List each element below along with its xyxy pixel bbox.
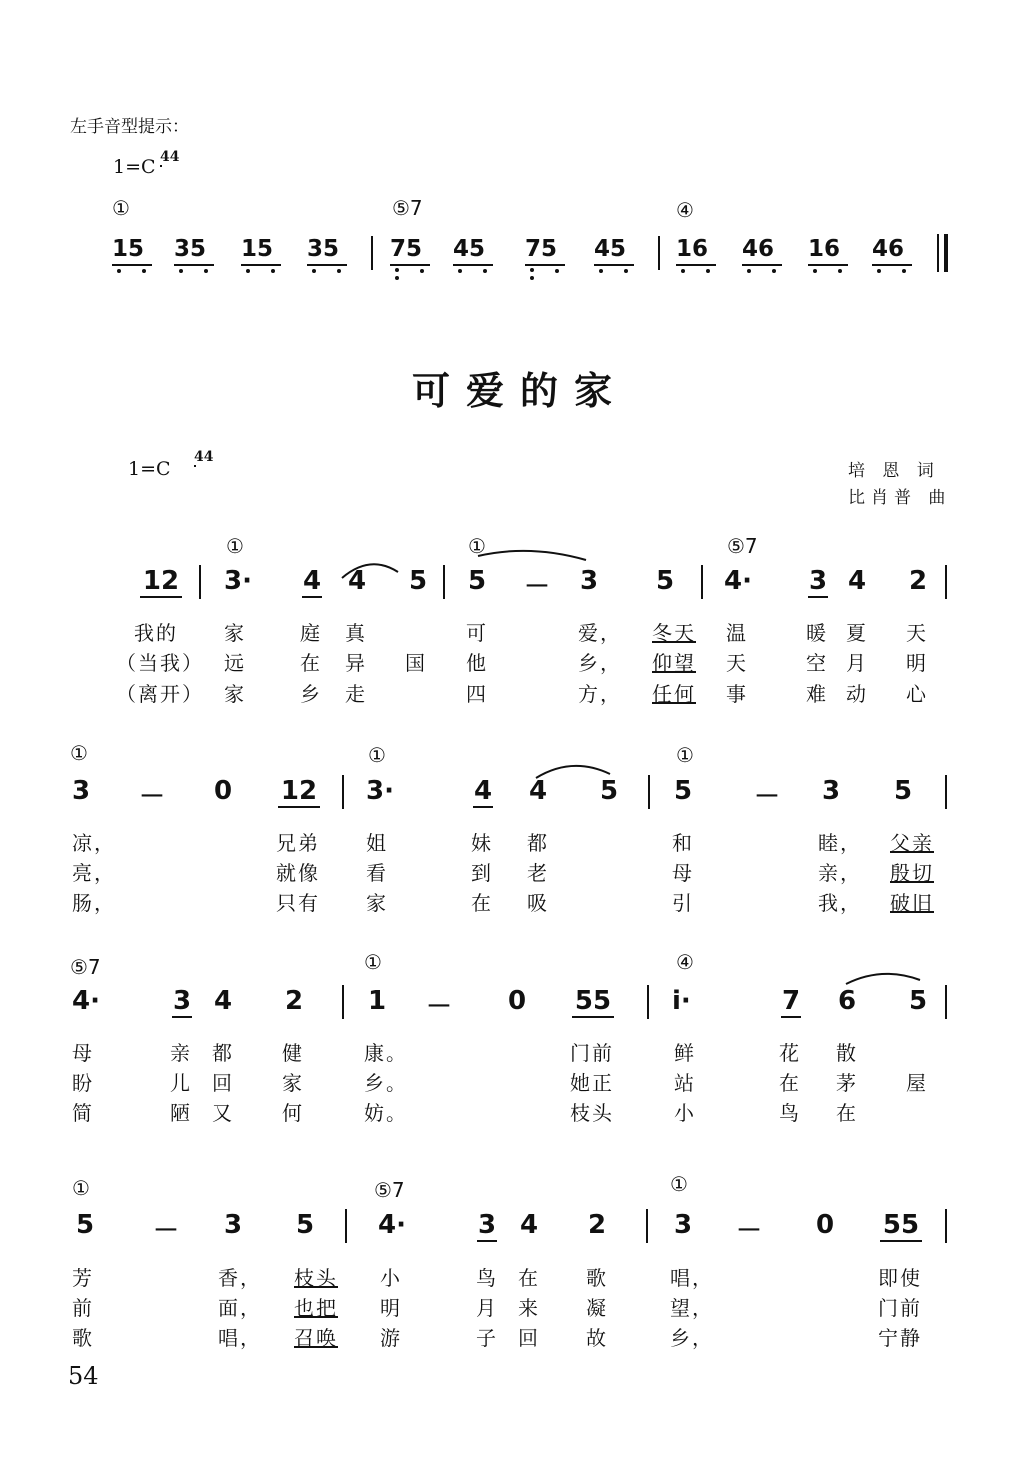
chord-symbol: ① [226,534,244,558]
note: － [152,1216,179,1246]
hint-group: 35 [174,236,207,262]
lyricist-credit: 培 恩 词 [848,461,940,481]
lyric: 凝 [586,1296,608,1320]
lyric: 任何 [652,682,696,706]
lyric: 就像 [276,861,320,885]
note-underline [140,596,182,598]
lyric: 小 [380,1266,402,1290]
note: 0 [213,776,233,806]
lyric: 仰望 [652,651,696,675]
lyric: 鲜 [674,1041,696,1065]
note: － [753,782,780,812]
hint-underline [742,264,782,266]
lyric: 散 [836,1041,858,1065]
lyric: 在 [836,1101,858,1125]
note-underline [781,1016,801,1018]
lyric: 乡。 [364,1071,408,1095]
low-octave-dot [142,269,146,273]
lyric: 家 [282,1071,304,1095]
chord-symbol: ⑤7 [727,534,758,558]
chord-symbol: ① [670,1172,688,1196]
note: 4 [347,566,367,596]
low-octave-dot [747,269,751,273]
lyric: 难 [806,682,828,706]
lyric: 夏 [846,621,868,645]
lyric: 面， [218,1296,262,1320]
note: 3 [821,776,841,806]
note-underline [278,806,320,808]
lyric: 家 [224,682,246,706]
lyric: 歌 [72,1326,94,1350]
lyric: 唱， [218,1326,262,1350]
note: 4· [72,986,100,1016]
note: 5 [893,776,913,806]
lyric: 家 [366,891,388,915]
lyric: 月 [846,651,868,675]
hint-underline [808,264,848,266]
hint-group: 46 [742,236,775,262]
lyric: 事 [726,682,748,706]
barline [199,565,201,599]
chord-symbol: ⑤7 [70,955,101,979]
note: 2 [908,566,928,596]
lyric: 远 [224,651,246,675]
lyric: 天 [726,651,748,675]
lyric: 鸟 [476,1266,498,1290]
lyric: 故 [586,1326,608,1350]
lyric: 到 [471,861,493,885]
lyric: 冬天 [652,621,696,645]
low-octave-dot [681,269,685,273]
chord-symbol: ① [676,743,694,767]
low-octave-dot [902,269,906,273]
note: 6 [837,986,857,1016]
chord-symbol: ① [72,1176,90,1200]
note-underline [302,596,322,598]
lyric: 母 [672,861,694,885]
lyric: 暖 [806,621,828,645]
song-key-signature: 1=C [128,458,171,480]
lyric: 枝头 [570,1101,614,1125]
lyric: 门前 [878,1296,922,1320]
barline [646,1209,648,1243]
page-number: 54 [68,1362,99,1390]
lyric: 破旧 [890,891,934,915]
lyric: 门前 [570,1041,614,1065]
note: 5 [75,1210,95,1240]
lyric: 睦， [818,831,862,855]
hint-group: 75 [390,236,423,262]
lyric: 何 [282,1101,304,1125]
barline [647,985,649,1019]
lyric: 只有 [276,891,320,915]
hint-group: 15 [241,236,274,262]
lyric: 亲， [818,861,862,885]
lyric: 都 [212,1041,234,1065]
lyric: （离开） [116,682,204,706]
tie [478,551,586,560]
lyric: 简 [72,1101,94,1125]
hint-barline [658,236,660,270]
lyric: 吸 [527,891,549,915]
hint-underline [453,264,493,266]
lyric: 枝头 [294,1266,338,1290]
lyric: 他 [466,651,488,675]
lyric: 肠， [72,891,116,915]
composer-credit: 比肖普 曲 [848,488,952,508]
low-octave-dot [179,269,183,273]
note: － [425,992,452,1022]
hint-group: 75 [525,236,558,262]
low-octave-dot [555,269,559,273]
lyric: 家 [224,621,246,645]
lyric: 在 [518,1266,540,1290]
hint-group: 45 [453,236,486,262]
lyric: 也把 [294,1296,338,1320]
lyric: 月 [476,1296,498,1320]
barline [701,565,703,599]
barline [648,775,650,809]
note: 5 [908,986,928,1016]
low-octave-dot [312,269,316,273]
note: 3 [223,1210,243,1240]
note: 3 [808,566,828,596]
low-octave-dot [813,269,817,273]
low-octave-dot [458,269,462,273]
note: 0 [815,1210,835,1240]
lyric: 看 [366,861,388,885]
chord-symbol: ① [368,743,386,767]
note-underline [473,806,493,808]
barline [945,985,947,1019]
hint-group: 45 [594,236,627,262]
hint-underline [676,264,716,266]
hint-final-barline [937,234,939,272]
page-title: 可爱的家 [412,368,629,413]
hint-group: 15 [112,236,145,262]
lyric: 站 [674,1071,696,1095]
note: 0 [507,986,527,1016]
note: 4 [473,776,493,806]
note: 12 [280,776,318,806]
note-underline [808,596,828,598]
low-octave-dot [530,268,534,272]
lyric: 真 [345,621,367,645]
note: 4 [519,1210,539,1240]
lyric: 我， [818,891,862,915]
low-octave-dot [395,268,399,272]
note-underline [477,1240,497,1242]
low-octave-dot [706,269,710,273]
chord-symbol: ① [70,741,88,765]
lyric: 殷切 [890,861,934,885]
note: 2 [284,986,304,1016]
lyric: 儿 [170,1071,192,1095]
lyric: 老 [527,861,549,885]
note-underline [880,1240,922,1242]
lyric: 兄弟 [276,831,320,855]
lyric: 唱， [670,1266,714,1290]
lyric: 在 [471,891,493,915]
note: 3 [673,1210,693,1240]
note: 1 [367,986,387,1016]
lyric: 歌 [586,1266,608,1290]
chord-symbol: ① [468,534,486,558]
note: 55 [574,986,612,1016]
lyric: 在 [779,1071,801,1095]
barline [945,775,947,809]
low-octave-dot [204,269,208,273]
note: 4 [302,566,322,596]
lyric: 鸟 [779,1101,801,1125]
chord-symbol: ⑤7 [374,1178,405,1202]
barline [342,985,344,1019]
lyric: 父亲 [890,831,934,855]
lyric: 心 [906,682,928,706]
barline [945,1209,947,1243]
lyric: 亮， [72,861,116,885]
lyric: 走 [345,682,367,706]
lyric: 宁静 [878,1326,922,1350]
lyric: 花 [779,1041,801,1065]
lyric: 陋 [170,1101,192,1125]
low-octave-dot [599,269,603,273]
note: 3 [477,1210,497,1240]
hint-chord-3: ④ [676,198,694,222]
lyric: 方， [578,682,622,706]
hint-key-signature: 1=C [113,156,156,178]
lyric: 动 [846,682,868,706]
low-octave-dot [271,269,275,273]
note: 12 [142,566,180,596]
chord-symbol: ④ [676,950,694,974]
lyric: 亲 [170,1041,192,1065]
lyric: 康。 [364,1041,408,1065]
low-octave-dot [337,269,341,273]
lyric: 天 [906,621,928,645]
hint-underline [174,264,214,266]
note: 55 [882,1210,920,1240]
barline [342,775,344,809]
lyric: 姐 [366,831,388,855]
lyric: 异 [345,651,367,675]
lyric: 乡， [578,651,622,675]
lyric: 国 [405,651,427,675]
lyric: 温 [726,621,748,645]
hint-barline [371,236,373,270]
lyric: 她正 [570,1071,614,1095]
lyric: 明 [380,1296,402,1320]
low-octave-dot [877,269,881,273]
note: － [735,1216,762,1246]
note: 3 [71,776,91,806]
hint-group: 46 [872,236,905,262]
hint-chord-1: ① [112,196,130,220]
note: 2 [587,1210,607,1240]
chord-symbol: ① [364,950,382,974]
note: 5 [467,566,487,596]
lyric: 前 [72,1296,94,1320]
lyric: 香， [218,1266,262,1290]
hint-underline [390,264,430,266]
barline [443,565,445,599]
note: 7 [781,986,801,1016]
lyric: 望， [670,1296,714,1320]
lyric: 又 [212,1101,234,1125]
note: 5 [673,776,693,806]
low-octave-dot [420,269,424,273]
note: 4 [213,986,233,1016]
low-octave-dot [624,269,628,273]
lyric: 芳 [72,1266,94,1290]
hint-label: 左手音型提示： [70,117,189,137]
lyric: 乡， [670,1326,714,1350]
note: 4· [724,566,752,596]
note: 3 [579,566,599,596]
lyric: 即使 [878,1266,922,1290]
lyric: 引 [672,891,694,915]
lyric: 明 [906,651,928,675]
lyric: 在 [300,651,322,675]
barline [945,565,947,599]
lyric: （当我） [116,651,204,675]
lyric: 凉， [72,831,116,855]
lyric: 屋 [906,1071,928,1095]
note: 4 [847,566,867,596]
lyric: 爱， [578,621,622,645]
low-octave-dot [530,276,534,280]
lyric: 游 [380,1326,402,1350]
low-octave-dot [395,276,399,280]
low-octave-dot [246,269,250,273]
note: 4· [378,1210,406,1240]
hint-group: 16 [808,236,841,262]
note: 5 [655,566,675,596]
hint-underline [112,264,152,266]
lyric: 乡 [300,682,322,706]
lyric: 我的 [134,621,178,645]
note: 4 [528,776,548,806]
note-underline [572,1016,614,1018]
lyric: 茅 [836,1071,858,1095]
note: － [523,572,550,602]
low-octave-dot [117,269,121,273]
slur [846,974,920,984]
lyric: 四 [466,682,488,706]
note: － [138,782,165,812]
low-octave-dot [838,269,842,273]
lyric: 健 [282,1041,304,1065]
barline [345,1209,347,1243]
lyric: 子 [476,1326,498,1350]
hint-time-signature: 4 4 [160,149,180,165]
lyric: 召唤 [294,1326,338,1350]
hint-underline [594,264,634,266]
lyric: 庭 [300,621,322,645]
note: 3· [366,776,394,806]
lyric: 盼 [72,1071,94,1095]
note: 5 [599,776,619,806]
lyric: 小 [674,1101,696,1125]
hint-group: 16 [676,236,709,262]
hint-underline [872,264,912,266]
lyric: 来 [518,1296,540,1320]
low-octave-dot [772,269,776,273]
note: 3 [172,986,192,1016]
lyric: 妨。 [364,1101,408,1125]
note-underline [172,1016,192,1018]
hint-underline [525,264,565,266]
low-octave-dot [483,269,487,273]
lyric: 母 [72,1041,94,1065]
song-time-signature: 4 4 [194,449,214,465]
hint-group: 35 [307,236,340,262]
hint-underline [241,264,281,266]
lyric: 和 [672,831,694,855]
note: 5 [408,566,428,596]
lyric: 可 [466,621,488,645]
note: 5 [295,1210,315,1240]
lyric: 妹 [471,831,493,855]
lyric: 回 [518,1326,540,1350]
hint-underline [307,264,347,266]
hint-final-barline [944,234,948,272]
note: i· [672,986,691,1016]
lyric: 空 [806,651,828,675]
lyric: 回 [212,1071,234,1095]
hint-chord-2: ⑤7 [392,196,423,220]
lyric: 都 [527,831,549,855]
note: 3· [224,566,252,596]
